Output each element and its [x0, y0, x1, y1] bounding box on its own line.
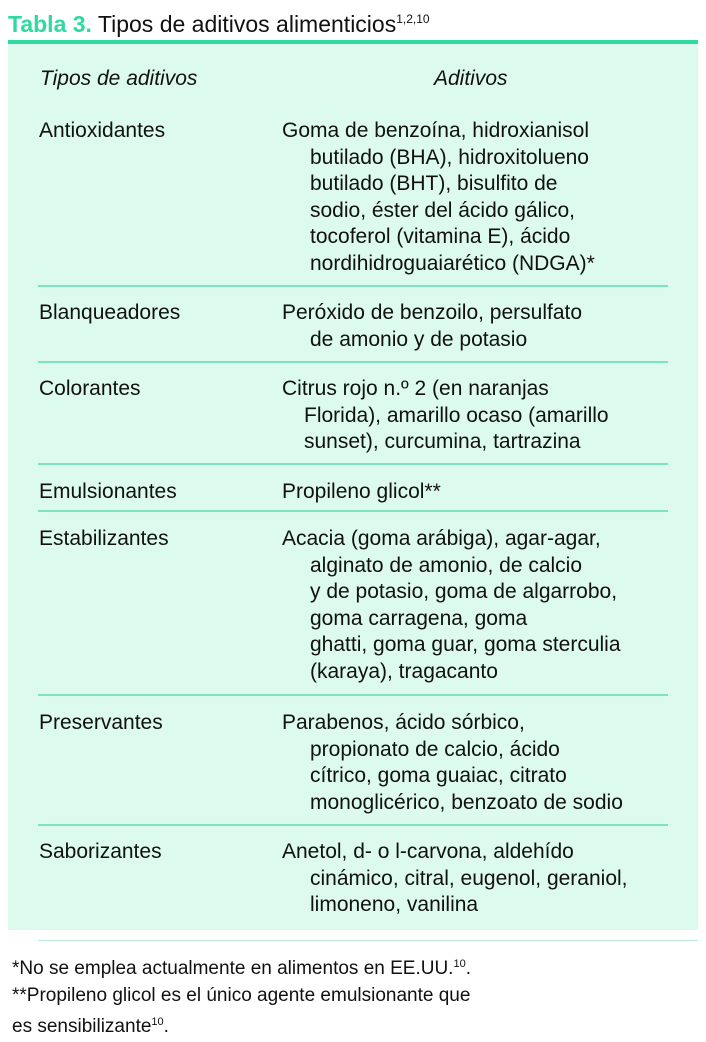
additive-line: ghatti, goma guar, goma sterculia: [310, 633, 621, 656]
additive-line: Anetol, d- o l-carvona, aldehído: [282, 840, 574, 863]
additive-line: nordihidroguaiarético (NDGA)*: [310, 251, 595, 275]
additive-line: butilado (BHT), bisulfito de: [310, 172, 558, 195]
footnote-1-end: .: [465, 958, 471, 979]
row-type-estabilizantes: Estabilizantes: [39, 527, 169, 550]
footnote-2-end: .: [163, 1016, 169, 1037]
additive-line: Goma de benzoína, hidroxianisol: [282, 119, 590, 142]
footnote-2-text: es sensibilizante: [12, 1016, 152, 1037]
row-additives-saborizantes: [282, 839, 628, 919]
footnote-1: [12, 951, 471, 982]
column-header-additives: Aditivos: [434, 67, 508, 90]
row-additives-blanqueadores: [282, 300, 582, 353]
row-divider: [38, 361, 668, 363]
row-type-antioxidantes: Antioxidantes: [39, 119, 166, 142]
row-divider: [38, 824, 668, 826]
additive-line: limoneno, vanilina: [310, 893, 479, 916]
additive-line: de amonio y de potasio: [310, 327, 528, 351]
table-title-text: Tipos de aditivos alimenticios: [97, 11, 397, 37]
footnote-divider: [38, 940, 698, 941]
column-header-types: Tipos de aditivos: [40, 67, 198, 90]
additive-line: butilado (BHA), hidroxitolueno: [310, 145, 589, 169]
row-type-preservantes: Preservantes: [39, 711, 163, 734]
table-label: Tabla 3.: [8, 11, 92, 37]
row-type-emulsionantes: Emulsionantes: [39, 480, 177, 503]
additive-line: goma carragena, goma: [310, 606, 528, 630]
footnotes: [12, 951, 471, 1040]
row-divider: [38, 285, 668, 287]
additive-line: y de potasio, goma de algarrobo,: [310, 580, 618, 603]
row-type-colorantes: Colorantes: [39, 377, 141, 400]
footnote-2-line-2: [12, 1009, 471, 1040]
additive-line: Peróxido de benzoilo, persulfato: [282, 301, 583, 324]
table-panel: [8, 40, 698, 930]
additive-line: sodio, éster del ácido gálico,: [310, 198, 575, 222]
additive-line: monoglicérico, benzoato de sodio: [310, 790, 623, 814]
row-additives-estabilizantes: [282, 526, 621, 685]
additive-line: Propileno glicol**: [282, 480, 441, 503]
row-type-saborizantes: Saborizantes: [39, 840, 162, 863]
additive-line: propionato de calcio, ácido: [310, 737, 560, 761]
row-additives-antioxidantes: [282, 118, 595, 277]
additive-line: Citrus rojo n.º 2 (en naranjas: [282, 377, 549, 400]
row-divider: [38, 694, 668, 696]
additive-line: Parabenos, ácido sórbico,: [282, 711, 525, 734]
additive-line: Florida), amarillo ocaso (amarillo: [304, 403, 609, 427]
row-divider: [38, 510, 668, 512]
row-additives-colorantes: [282, 376, 609, 456]
additive-line: tocoferol (vitamina E), ácido: [310, 225, 571, 248]
row-divider: [38, 463, 668, 465]
row-type-blanqueadores: Blanqueadores: [39, 301, 181, 324]
row-additives-emulsionantes: [282, 479, 441, 506]
footnote-1-ref: 10: [453, 958, 466, 970]
additive-line: cinámico, citral, eugenol, geraniol,: [310, 866, 628, 890]
additive-line: (karaya), tragacanto: [310, 659, 498, 683]
table-title: [8, 4, 430, 39]
footnote-1-text: *No se emplea actualmente en alimentos en EE.UU.: [12, 958, 454, 979]
footnote-2-line-1: **Propileno glicol es el único agente emulsionante que: [12, 985, 471, 1006]
title-references: 1,2,10: [396, 12, 430, 26]
additive-line: alginato de amonio, de calcio: [310, 553, 583, 577]
additive-line: sunset), curcumina, tartrazina: [304, 430, 581, 453]
additive-line: cítrico, goma guaiac, citrato: [310, 764, 567, 787]
footnote-2-ref: 10: [151, 1016, 164, 1028]
additive-line: Acacia (goma arábiga), agar-agar,: [282, 527, 601, 550]
row-additives-preservantes: [282, 710, 623, 816]
